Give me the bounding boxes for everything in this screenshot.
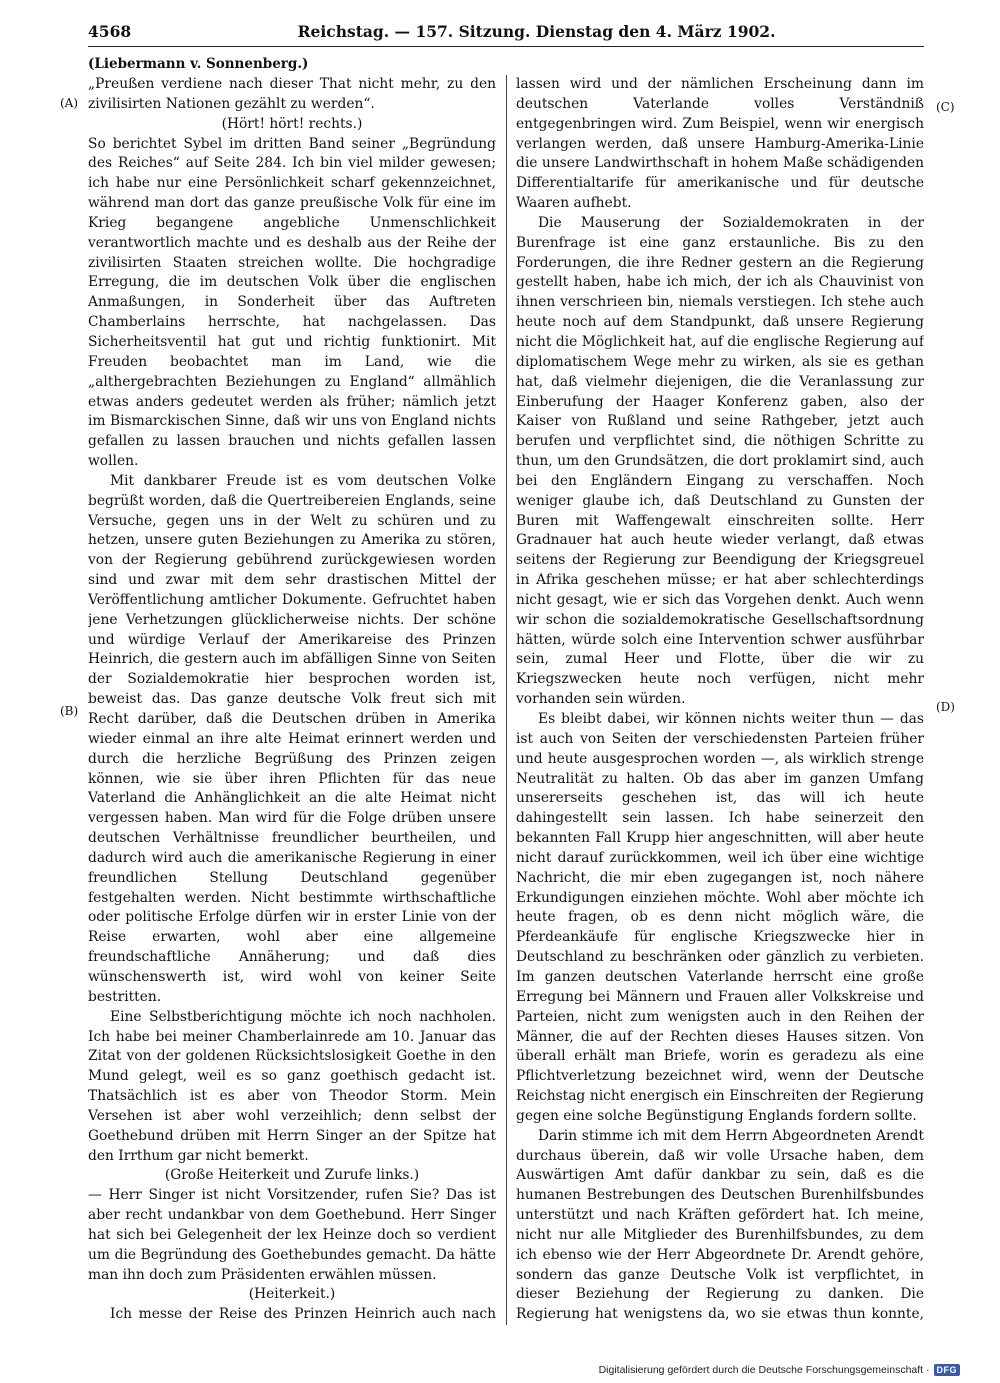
paragraph: Ich messe der Reise des Prinzen Heinrich auch nach [110,1306,496,1323]
margin-mark-d: (D) [936,700,955,714]
footer-credit [599,1364,960,1376]
paragraph: Eine Selbstberichtigung möchte ich noch nachholen. Ich habe bei meiner Chamberlainrede am 10. Januar das Zitat von der goldenen Rücksichtslosigkeit Goethe in den Mund gelegt, weil es so ganz goethisch gedacht ist. Thatsächlich ist es aber von Theodor Storm. Mein Versehen ist aber wohl verzeihlich; denn selbst der Goethebund drüben mit Herrn Singer an der Spitze hat den Irrthum gar nicht bemerkt. [88,1008,496,1164]
page-header [88,22,924,44]
paragraph: lassen wird und der nämlichen Erscheinung dann im deutschen Vaterlande volles Verständniß entgegenbringen wird. Zum Beispiel, wenn wir energisch verlangen werden, daß unsere Hamburg-Amerika-Linie die unsere Landwirthschaft in hohem Maße schädigenden Differentialtarife für amerikanische und für deutsche Waaren aufhebt. [516,76,924,212]
paragraph: „Preußen verdiene nach dieser That nicht mehr, zu den zivilisirten Nationen gezählt zu werden“. [88,76,496,112]
speaker-name: (Liebermann v. Sonnenberg.) [88,56,309,72]
paragraph: Die Mauserung der Sozialdemokraten in der Burenfrage ist eine ganz erstaunliche. Bis zu den Forderungen, die ihre Redner gestern an die Regierung gestellt haben, habe ich mich, der ich als Chauvinist von ihnen verschrieen bin, niemals verstiegen. Ich stehe auch heute noch auf dem Standpunkt, daß unsere Regierung nicht die Möglichkeit hat, auf die englische Regierung auf diplomatischem Wege mehr zu wirken, als sie es gethan hat, daß vielmehr diejenigen, die die Veranlassung zur Einberufung der Haager Konferenz gaben, also der Kaiser von Rußland und seine Rathgeber, jetzt auch berufen und verpflichtet sind, die nöthigen Schritte zu thun, um den Grundsätzen, die dort proklamirt sind, auch bei den Engländern Eingang zu verschaffen. Noch weniger glaube ich, daß Deutschland zu Gunsten der Buren mit Waffengewalt einschreiten sollte. Herr Gradnauer hat auch heute wieder verlangt, daß etwas seitens der Regierung zur Beendigung der Kriegsgreuel in Afrika geschehen müsse; er hat aber schlechterdings nicht gesagt, wie er sich das Vorgehen denkt. Auch wenn wir schon die sozialdemokratische Gesellschaftsordnung hätten, würde solch eine Intervention schwer ausführbar sein, zumal Heer und Flotte, über die wir zu Kriegszwecken heute noch verfügen, nicht mehr vorhanden sein würden. [516,214,924,708]
margin-mark-c: (C) [936,100,955,114]
left-column [88,75,496,1325]
margin-mark-a: (A) [60,96,79,110]
paragraph: — Herr Singer ist nicht Vorsitzender, rufen Sie? Das ist aber recht undankbar von dem Goethebund. Herr Singer hat sich bei Gelegenheit der lex Heinze doch so verdient um die Begründung des Goethebundes gemacht. Da hätte man ihn doch zum Präsidenten erwählen müssen. [88,1187,496,1283]
paragraph: Es bleibt dabei, wir können nichts weiter thun — das ist auch von Seiten der verschiedensten Parteien früher und heute ausgesprochen worden —, als wirklich strenge Neutralität zu halten. Ob das aber im ganzen Umfang unsererseits geschehen ist, das will ich heute dahingestellt sein lassen. Ich habe seinerzeit den bekannten Fall Krupp hier angeschnitten, will aber heute nicht darauf zurückkommen, weil ich über eine wichtige Nachricht, die mir eben zugegangen ist, noch nähere Erkundigungen einziehen möchte. Wohl aber möchte ich heute fragen, ob es denn nicht möglich wäre, die Pferdeankäufe für englische Kriegszwecke hier in Deutschland zu beschränken oder gänzlich zu verbieten. Im ganzen deutschen Vaterlande herrscht eine große Erregung bei Männern und Frauen aller Volkskreise und Parteien, nicht zum wenigsten auch in den Reihen der Männer, die auf der Rechten dieses Hauses sitzen. Von überall erhält man Briefe, worin es geradezu als eine Pflichtverletzung bezeichnet wird, wenn der Deutsche Reichstag nicht energisch ein Einschreiten der Regierung gegen eine solche Begünstigung Englands fordern sollte. [516,711,924,1124]
page-number: 4568 [88,22,132,41]
column-divider [506,75,507,1325]
right-column [516,75,924,1325]
dfg-logo: DFG [934,1364,961,1376]
header-rule [88,46,924,47]
page-title: Reichstag. — 157. Sitzung. Dienstag den 4. März 1902. [297,22,776,41]
footer-text: Digitalisierung gefördert durch die Deutsche Forschungsgemeinschaft · [598,1364,930,1376]
paragraph: Darin stimme ich mit dem Herrn Abgeordneten Arendt durchaus überein, daß wir volle Ursache haben, dem Auswärtigen Amt dafür dankbar zu sein, daß es die humanen Bestrebungen des Deutschen Burenhilfsbundes unterstützt und nach Kräften gefördert hat. Ich meine, nicht nur alle Mitglieder des Burenhilfsbundes, zu dem ich ebenso wie der Herr Abgeordnete Dr. Arendt gehöre, sondern das ganze Deutsche Volk ist verpflichtet, in dieser Beziehung der Regierung zu danken. Die Regierung hat wenigstens da, wo sie etwas thun konnte, [516,1127,924,1323]
interjection: (Heiterkeit.) [248,1286,336,1303]
paragraph: So berichtet Sybel im dritten Band seiner „Begründung des Reiches“ auf Seite 284. Ich bin viel milder gewesen; ich habe nur eine Persönlichkeit scharf gekennzeichnet, während man dort das ganze preußische Volk für eine im Krieg begangene angebliche Unmenschlichkeit verantwortlich machte und es deshalb aus der Reihe der zivilisirten Staaten streichen wollte. Die hochgradige Erregung, die im deutschen Volk über die englischen Anmaßungen, in Sonderheit über das Auftreten Chamberlains herrschte, hat nachgelassen. Das Sicherheitsventil hat gut und richtig funktionirt. Mit Freuden beobachtet man im Land, wie die „althergebrachten Beziehungen zu England“ allmählich etwas anders gedeutet werden als früher; nämlich jetzt im Bismarckischen Sinne, daß wir uns von England nichts gefallen zu lassen brauchen und nichts gefallen lassen wollen. [88,135,496,470]
margin-mark-b: (B) [60,704,79,718]
paragraph: Mit dankbarer Freude ist es vom deutschen Volke begrüßt worden, daß die Quertreibereien Englands, seine Versuche, gegen uns in der Welt zu schüren und zu hetzen, unsere guten Beziehungen zu Amerika zu stören, von der Regierung gebührend zurückgewiesen worden sind und zwar mit dem sehr drastischen Mittel der Veröffentlichung amtlicher Dokumente. Gefruchtet haben jene Verhetzungen glücklicherweise nichts. Der schöne und würdige Verlauf der Amerikareise des Prinzen Heinrich, die gestern auch im abfälligen Sinne von Seiten der Sozialdemokratie hier besprochen worden ist, beweist das. Das ganze deutsche Volk freut sich mit Recht darüber, daß die Deutschen drüben in Amerika wieder einmal an ihre alte Heimat erinnert werden und durch die herzliche Begrüßung des Prinzen zeigen können, wie sie über ihren Pflichten für das neue Vaterland die Anhänglichkeit an die alte Heimat nicht vergessen haben. Man wird für die Folge drüben unsere deutschen Verhältnisse freundlicher beurtheilen, und dadurch wird auch die amerikanische Regierung in einer freundlichen Stellung Deutschland gegenüber festgehalten werden. Nicht bestimmte wirthschaftliche oder politische Erfolge dürfen wir in erster Linie von der Reise erwarten, wohl aber eine allgemeine freundschaftliche Annäherung; und daß dies wünschenswerth ist, wird wohl von keiner Seite bestritten. [88,472,496,1005]
interjection: (Hört! hört! rechts.) [221,115,363,132]
interjection: (Große Heiterkeit und Zurufe links.) [164,1167,420,1184]
